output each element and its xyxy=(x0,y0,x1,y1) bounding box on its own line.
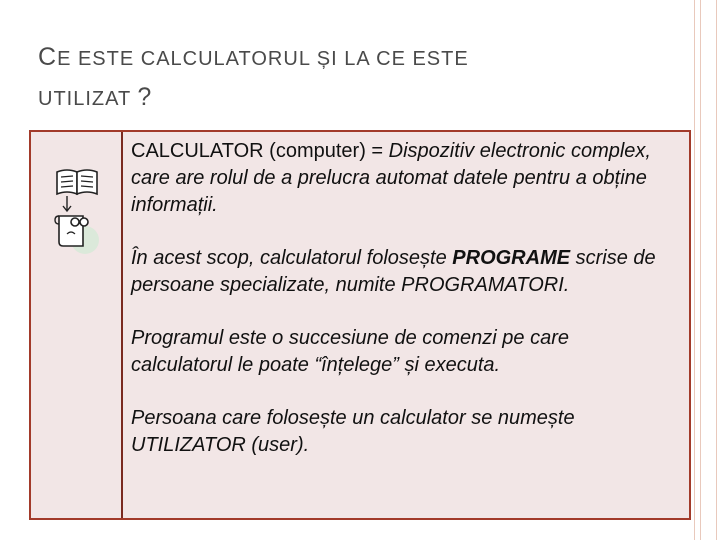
definition-paragraph xyxy=(131,138,675,219)
program-text: Programul este o succesiune de comenzi pe care calculatorul le poate “înțelege” și executa. xyxy=(131,327,570,376)
program-paragraph xyxy=(131,325,675,379)
programs-bold-word: PROGRAME xyxy=(452,247,571,269)
programs-text-before: În acest scop, calculatorul folosește xyxy=(131,247,453,269)
programs-text-after: scrise de persoane specializate, numite PROGRAMATORI. xyxy=(131,247,656,296)
decorative-border-line xyxy=(694,0,695,540)
user-paragraph xyxy=(131,405,675,459)
definitions-text xyxy=(123,132,689,518)
definition-text: Dispozitiv electronic complex, care are rolul de a prelucra automat datele pentru a obține informații. xyxy=(131,140,651,216)
title-line-2-text: UTILIZAT xyxy=(38,88,131,110)
title-question-mark: ? xyxy=(137,83,153,111)
title-line-2 xyxy=(38,78,638,118)
content-box xyxy=(29,130,691,520)
book-and-scroll-icon xyxy=(53,164,103,254)
title-line-1 xyxy=(38,38,638,78)
term-calculator: CALCULATOR (computer) = xyxy=(131,140,384,162)
slide-title xyxy=(38,38,638,118)
programs-paragraph xyxy=(131,245,675,299)
decorative-border-line xyxy=(716,0,717,540)
title-first-letter: C xyxy=(38,43,58,71)
title-line-1-text: E ESTE CALCULATORUL ȘI LA CE ESTE xyxy=(57,48,469,70)
user-text: Persoana care folosește un calculator se numește UTILIZATOR (user). xyxy=(131,407,575,456)
icon-column xyxy=(31,132,123,518)
decorative-border-line xyxy=(700,0,701,540)
